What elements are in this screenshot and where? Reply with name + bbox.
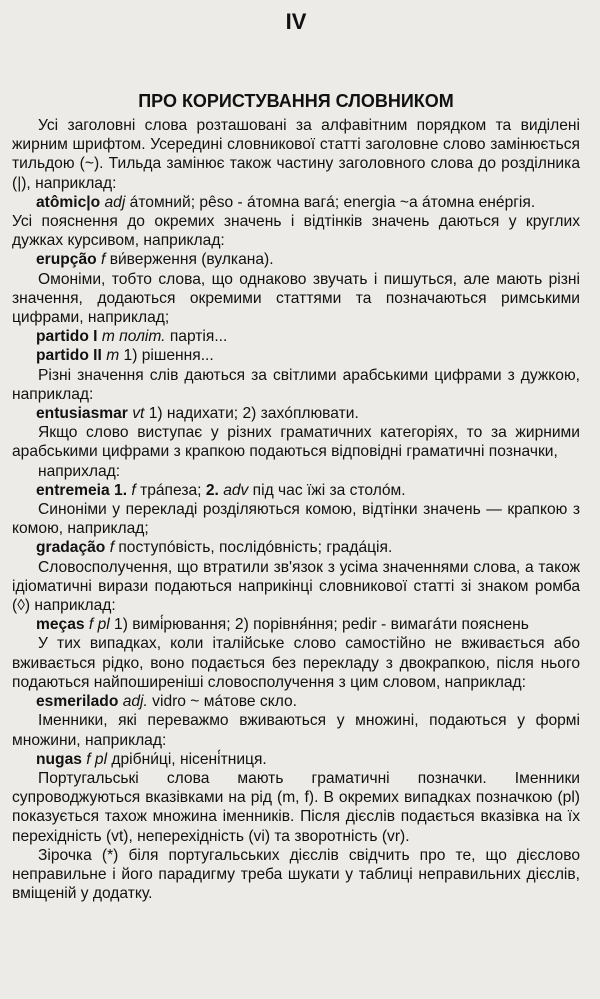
example-3: partido I m політ. партія... — [36, 328, 228, 346]
paragraph-1: Усі заголовні слова розташовані за алфавітним порядком та виділені жирним шрифтом. Усередині словникової статті заголовне слово замінюється тильдою (~). Тильда замінює також частину заголовного слова до розділника (|), наприклад: — [12, 117, 580, 192]
paragraph-7: Словосполучення, що втратили зв'язок з усіма значеннями слова, а також ідіоматичні вирази подаються наприкінці словникової статті зі знаком ромба (◊) наприклад: — [12, 558, 580, 615]
paragraph-4: Різні значення слів даються за світлими арабськими цифрами з дужкою, наприклад: — [12, 366, 580, 403]
paragraph-2: Усі пояснення до окремих значень і відтінків значень даються у круглих дужках курсивом, наприклад: — [12, 213, 580, 250]
paragraph-11: Зірочка (*) біля португальських дієслів свідчить про те, що дієслово неправильне і його парадигму треба шукати у таблиці неправильних дієслів, вміщеній у додатку. — [12, 846, 580, 903]
paragraph-5: Якщо слово виступає у різних граматичних категоріях, то за жирними арабськими цифрами з крапкою подаються відповідні граматичні позначки, — [12, 424, 580, 461]
paragraph-6: Синоніми у перекладі розділяються комою, відтінки значень — крапкою з комою, наприклад; — [12, 501, 580, 538]
paragraph-9: Іменники, які переважмо вживаються у множині, подаються у формі множини, наприклад: — [12, 712, 580, 749]
example-1: atômic|o adj áтомний; pêso - áтомна вагá; energia ~a áтомна енéргія. — [36, 193, 536, 211]
example-5: entusiasmar vt 1) надихати; 2) захóплювати. — [36, 405, 359, 423]
paragraph-10: Португальські слова мають граматичні позначки. Іменники супроводжуються вказівками на рід (m, f). В окремих випадках позначкою (pl) показується тахож множина іменників. Після дієслів подається вказівка на їх перехідність (vt), неперехідність (vi) та зворотність (vr). — [12, 769, 580, 845]
example-10: nugas f pl дрібни́ці, нісені́тниця. — [36, 750, 267, 768]
section-body — [12, 116, 580, 903]
example-4: partido II m 1) рішення... — [36, 347, 214, 365]
example-2: erupção f ви́верження (вулкана). — [36, 251, 274, 269]
example-6: entremeia 1. f трáпеза; 2. adv під час їжі за столóм. — [36, 481, 406, 499]
paragraph-5-tail: наприхлад: — [38, 462, 121, 480]
example-9: esmerilado adj. vidro ~ мáтове скло. — [36, 693, 297, 711]
section-title: ПРО КОРИСТУВАННЯ СЛОВНИКОМ — [138, 91, 454, 111]
paragraph-8: У тих випадках, коли італійське слово самостійно не вживається або вживається рідко, воно подається без перекладу з двокрапкою, після нього подаються найпоширеніші словосполучення з цим словом, наприклад: — [12, 635, 580, 691]
paragraph-3: Омоніми, тобто слова, що однаково звучать і пишуться, але мають різні значення, додаються окремими статтями та позначаються римськими цифрами, наприклад; — [12, 270, 580, 327]
page-number: IV — [285, 9, 307, 34]
example-8: meças f pl 1) вимі́рювання; 2) порівня́ння; pedir - вимагáти пояснень — [36, 616, 529, 634]
example-7: gradação f поступóвість, послідóвність; градáція. — [36, 539, 393, 557]
